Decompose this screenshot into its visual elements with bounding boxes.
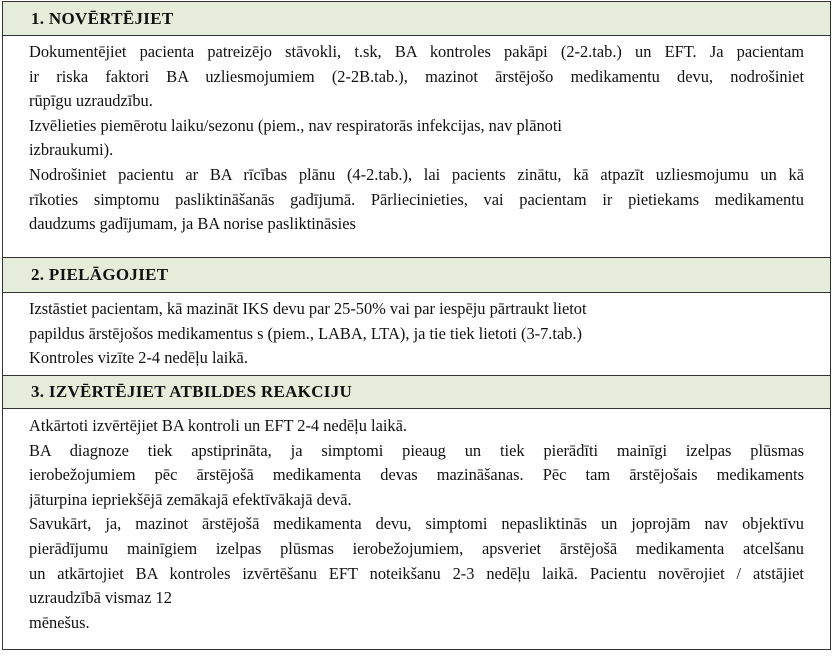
text-line: daudzums gadījumam, ja BA norise pasliktināsies [29,214,356,234]
text-line: ir riska faktori BA uzliesmojumiem (2-2B.tab.), mazinot ārstējošo medikamentu devu, nodrošiniet [29,66,804,86]
text-line: uzraudzībā vismaz 12 [29,588,172,608]
text-line: Nodrošiniet pacientu ar BA rīcības plānu (4-2.tab.), lai pacients zinātu, kā atpazīt uzliesmojumu un kā [29,164,804,184]
section-title: 3. IZVĒRTĒJIET ATBILDES REAKCIJU [31,382,353,401]
section-header-evaluate [3,376,830,409]
section-title: 1. NOVĒRTĒJIET [31,8,174,28]
text-line: Savukārt, ja, mazinot ārstējošā medikamenta devu, simptomi nepasliktinās un joprojām nav objektīvu [29,514,804,534]
text-line: mēnešus. [29,612,90,632]
text-line: un atkārtojiet BA kontroles izvērtēšanu EFT noteikšanu 2-3 nedēļu laikā. Pacientu novērojiet / atstājiet [29,563,804,583]
document-table [2,1,831,650]
text-line: Izstāstiet pacientam, kā mazināt IKS devu par 25-50% vai par iespēju pārtraukt lietot [29,299,587,318]
section-body-adjust [3,293,830,376]
section-body-evaluate [3,409,830,649]
text-line: Kontroles vizīte 2-4 nedēļu laikā. [29,348,248,368]
text-line: Izvēlieties piemērotu laiku/sezonu (piem., nav respiratorās infekcijas, nav plānoti [29,115,562,135]
text-line: Atkārtoti izvērtējiet BA kontroli un EFT 2-4 nedēļu laikā. [29,416,407,435]
text-line: BA diagnoze tiek apstiprināta, ja simptomi pieaug un tiek pierādīti mainīgi izelpas plūsmas [29,440,804,460]
text-line: pierādījumu mainīgiem izelpas plūsmas ierobežojumiem, apsveriet ārstējošā medikamenta atcelšanu [29,538,804,558]
text-line: rīkoties simptomu pasliktināšanās gadījumā. Pārliecinieties, vai pacientam ir pietiekams medikamentu [29,189,804,209]
text-line: jāturpina iepriekšējā zemākajā efektīvākajā devā. [29,489,352,509]
section-header-assess [3,2,830,36]
section-body-assess [3,36,830,258]
text-line: rūpīgu uzraudzību. [29,91,153,111]
text-line: papildus ārstējošos medikamentus s (piem., LABA, LTA), ja tie tiek lietoti (3-7.tab.) [29,323,582,343]
text-line: izbraukumi). [29,140,114,160]
section-title: 2. PIELĀGOJIET [31,265,169,284]
text-line: Dokumentējiet pacienta patreizējo stāvokli, t.sk, BA kontroles pakāpi (2-2.tab.) un EFT. Ja pacientam [29,42,804,61]
section-header-adjust [3,258,830,293]
text-line: ierobežojumiem pēc ārstējošā medikamenta devas mazināšanas. Pēc tam ārstējošais medikaments [29,465,804,485]
